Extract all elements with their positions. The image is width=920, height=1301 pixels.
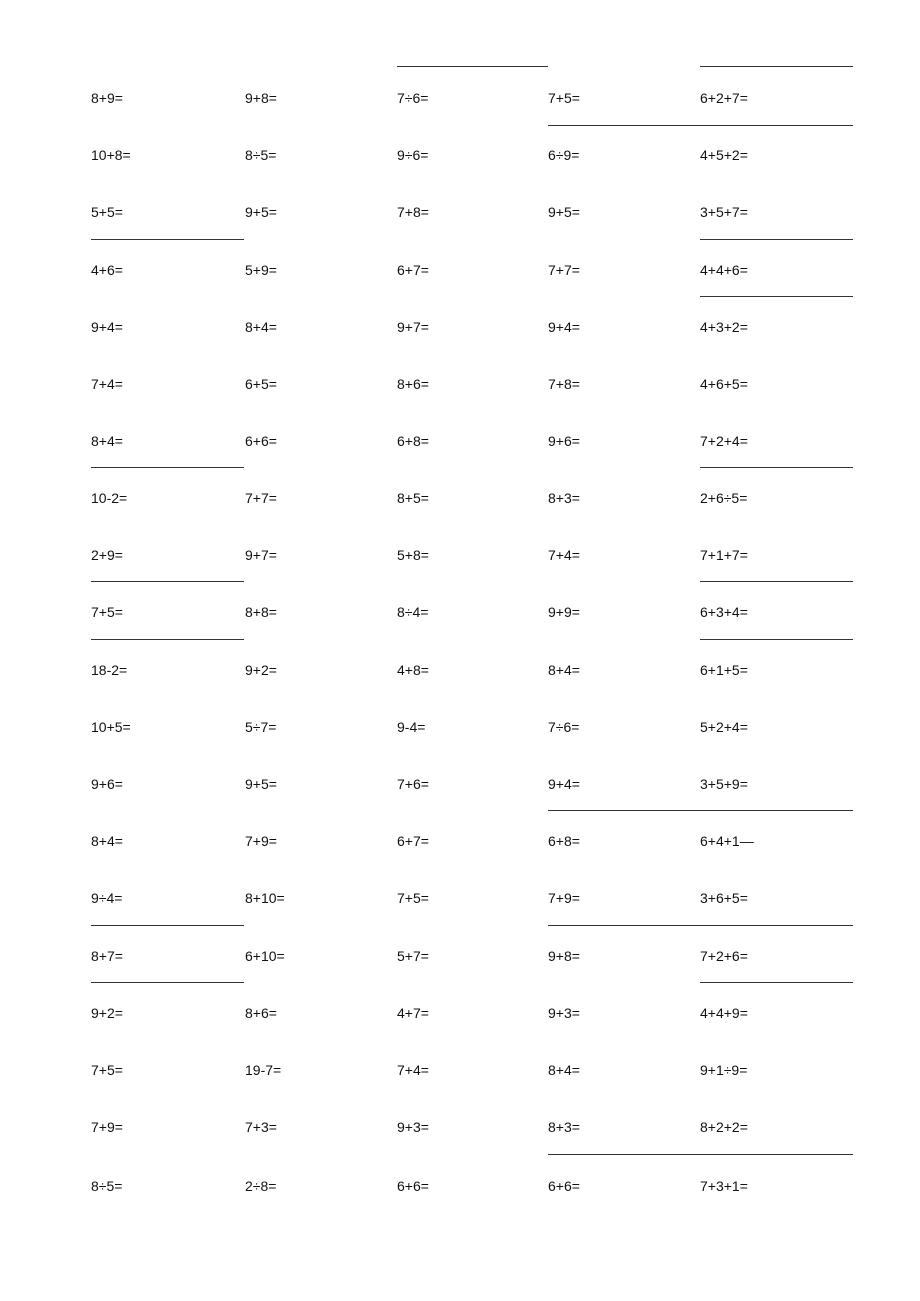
math-problem: 4+4+9=: [700, 1005, 748, 1021]
separator-line: [91, 467, 244, 468]
math-problem: 9+2=: [245, 662, 277, 678]
math-problem: 9+6=: [548, 433, 580, 449]
math-problem: 8+4=: [548, 662, 580, 678]
math-problem: 4+3+2=: [700, 319, 748, 335]
math-problem: 5+8=: [397, 547, 429, 563]
math-problem: 8+10=: [245, 890, 285, 906]
math-problem: 9+8=: [548, 948, 580, 964]
separator-line: [548, 925, 853, 926]
math-problem: 10-2=: [91, 490, 128, 506]
separator-line: [548, 810, 853, 811]
math-problem: 4+6+5=: [700, 376, 748, 392]
math-problem: 3+5+9=: [700, 776, 748, 792]
separator-line: [700, 982, 853, 983]
math-problem: 6+6=: [548, 1178, 580, 1194]
math-problem: 6+8=: [548, 833, 580, 849]
math-problem: 10+5=: [91, 719, 131, 735]
math-problem: 7+3=: [245, 1119, 277, 1135]
math-problem: 9+8=: [245, 90, 277, 106]
math-problem: 9+9=: [548, 604, 580, 620]
separator-line: [700, 581, 853, 582]
math-problem: 9+1÷9=: [700, 1062, 748, 1078]
separator-line: [548, 125, 853, 126]
math-problem: 6+3+4=: [700, 604, 748, 620]
math-problem: 4+7=: [397, 1005, 429, 1021]
math-problem: 5+7=: [397, 948, 429, 964]
math-problem: 10+8=: [91, 147, 131, 163]
separator-line: [700, 66, 853, 67]
math-problem: 4+6=: [91, 262, 123, 278]
separator-line: [91, 925, 244, 926]
math-problem: 6+7=: [397, 833, 429, 849]
math-problem: 9+6=: [91, 776, 123, 792]
separator-line: [397, 66, 548, 67]
math-problem: 9+5=: [245, 776, 277, 792]
math-problem: 2+9=: [91, 547, 123, 563]
math-problem: 7+7=: [548, 262, 580, 278]
math-problem: 7+4=: [548, 547, 580, 563]
math-problem: 8+4=: [91, 433, 123, 449]
math-problem: 7+5=: [91, 604, 123, 620]
math-problem: 8+5=: [397, 490, 429, 506]
math-problem: 6+6=: [397, 1178, 429, 1194]
math-problem: 8+6=: [397, 376, 429, 392]
math-problem: 7÷6=: [548, 719, 580, 735]
math-problem: 5+9=: [245, 262, 277, 278]
math-problem: 9+4=: [548, 776, 580, 792]
math-problem: 6+1+5=: [700, 662, 748, 678]
math-problem: 7+2+6=: [700, 948, 748, 964]
math-problem: 18-2=: [91, 662, 128, 678]
math-problem: 8+4=: [91, 833, 123, 849]
math-problem: 7+4=: [91, 376, 123, 392]
math-problem: 7÷6=: [397, 90, 429, 106]
math-problem: 4+5+2=: [700, 147, 748, 163]
math-problem: 9+5=: [548, 204, 580, 220]
math-problem: 7+5=: [397, 890, 429, 906]
math-problem: 8÷5=: [91, 1178, 123, 1194]
math-problem: 7+2+4=: [700, 433, 748, 449]
math-problem: 4+8=: [397, 662, 429, 678]
math-problem: 7+8=: [397, 204, 429, 220]
separator-line: [91, 581, 244, 582]
separator-line: [91, 639, 244, 640]
separator-line: [700, 239, 853, 240]
math-problem: 9÷6=: [397, 147, 429, 163]
math-problem: 7+9=: [91, 1119, 123, 1135]
math-problem: 6+8=: [397, 433, 429, 449]
math-problem: 9÷4=: [91, 890, 123, 906]
separator-line: [548, 1154, 853, 1155]
math-problem: 7+8=: [548, 376, 580, 392]
separator-line: [700, 296, 853, 297]
math-problem: 9-4=: [397, 719, 426, 735]
math-problem: 2+6÷5=: [700, 490, 748, 506]
math-problem: 9+3=: [397, 1119, 429, 1135]
math-problem: 19-7=: [245, 1062, 282, 1078]
math-problem: 7+9=: [548, 890, 580, 906]
separator-line: [700, 639, 853, 640]
math-problem: 6+6=: [245, 433, 277, 449]
math-problem: 5+5=: [91, 204, 123, 220]
math-problem: 7+9=: [245, 833, 277, 849]
math-problem: 5÷7=: [245, 719, 277, 735]
math-problem: 8+9=: [91, 90, 123, 106]
math-problem: 8+2+2=: [700, 1119, 748, 1135]
math-problem: 8÷5=: [245, 147, 277, 163]
math-problem: 8+6=: [245, 1005, 277, 1021]
math-problem: 9+4=: [548, 319, 580, 335]
math-problem: 7+1+7=: [700, 547, 748, 563]
separator-line: [700, 467, 853, 468]
math-problem: 6+2+7=: [700, 90, 748, 106]
math-problem: 9+5=: [245, 204, 277, 220]
math-problem: 9+7=: [397, 319, 429, 335]
math-problem: 9+7=: [245, 547, 277, 563]
math-problem: 9+3=: [548, 1005, 580, 1021]
math-problem: 6+10=: [245, 948, 285, 964]
math-problem: 9+4=: [91, 319, 123, 335]
separator-line: [91, 982, 244, 983]
math-problem: 8+4=: [548, 1062, 580, 1078]
math-problem: 7+5=: [548, 90, 580, 106]
math-problem: 8+3=: [548, 490, 580, 506]
math-problem: 6+5=: [245, 376, 277, 392]
math-problem: 4+4+6=: [700, 262, 748, 278]
math-problem: 8+3=: [548, 1119, 580, 1135]
math-problem: 7+5=: [91, 1062, 123, 1078]
math-problem: 2÷8=: [245, 1178, 277, 1194]
math-problem: 7+6=: [397, 776, 429, 792]
math-problem: 6+4+1—: [700, 833, 754, 849]
math-problem: 6÷9=: [548, 147, 580, 163]
math-problem: 7+3+1=: [700, 1178, 748, 1194]
math-problem: 9+2=: [91, 1005, 123, 1021]
math-problem: 7+4=: [397, 1062, 429, 1078]
math-problem: 3+5+7=: [700, 204, 748, 220]
math-problem: 8+7=: [91, 948, 123, 964]
math-problem: 8+8=: [245, 604, 277, 620]
math-problem: 3+6+5=: [700, 890, 748, 906]
separator-line: [91, 239, 244, 240]
math-problem: 5+2+4=: [700, 719, 748, 735]
math-problem: 7+7=: [245, 490, 277, 506]
math-problem: 6+7=: [397, 262, 429, 278]
math-problem: 8+4=: [245, 319, 277, 335]
math-problem: 8÷4=: [397, 604, 429, 620]
